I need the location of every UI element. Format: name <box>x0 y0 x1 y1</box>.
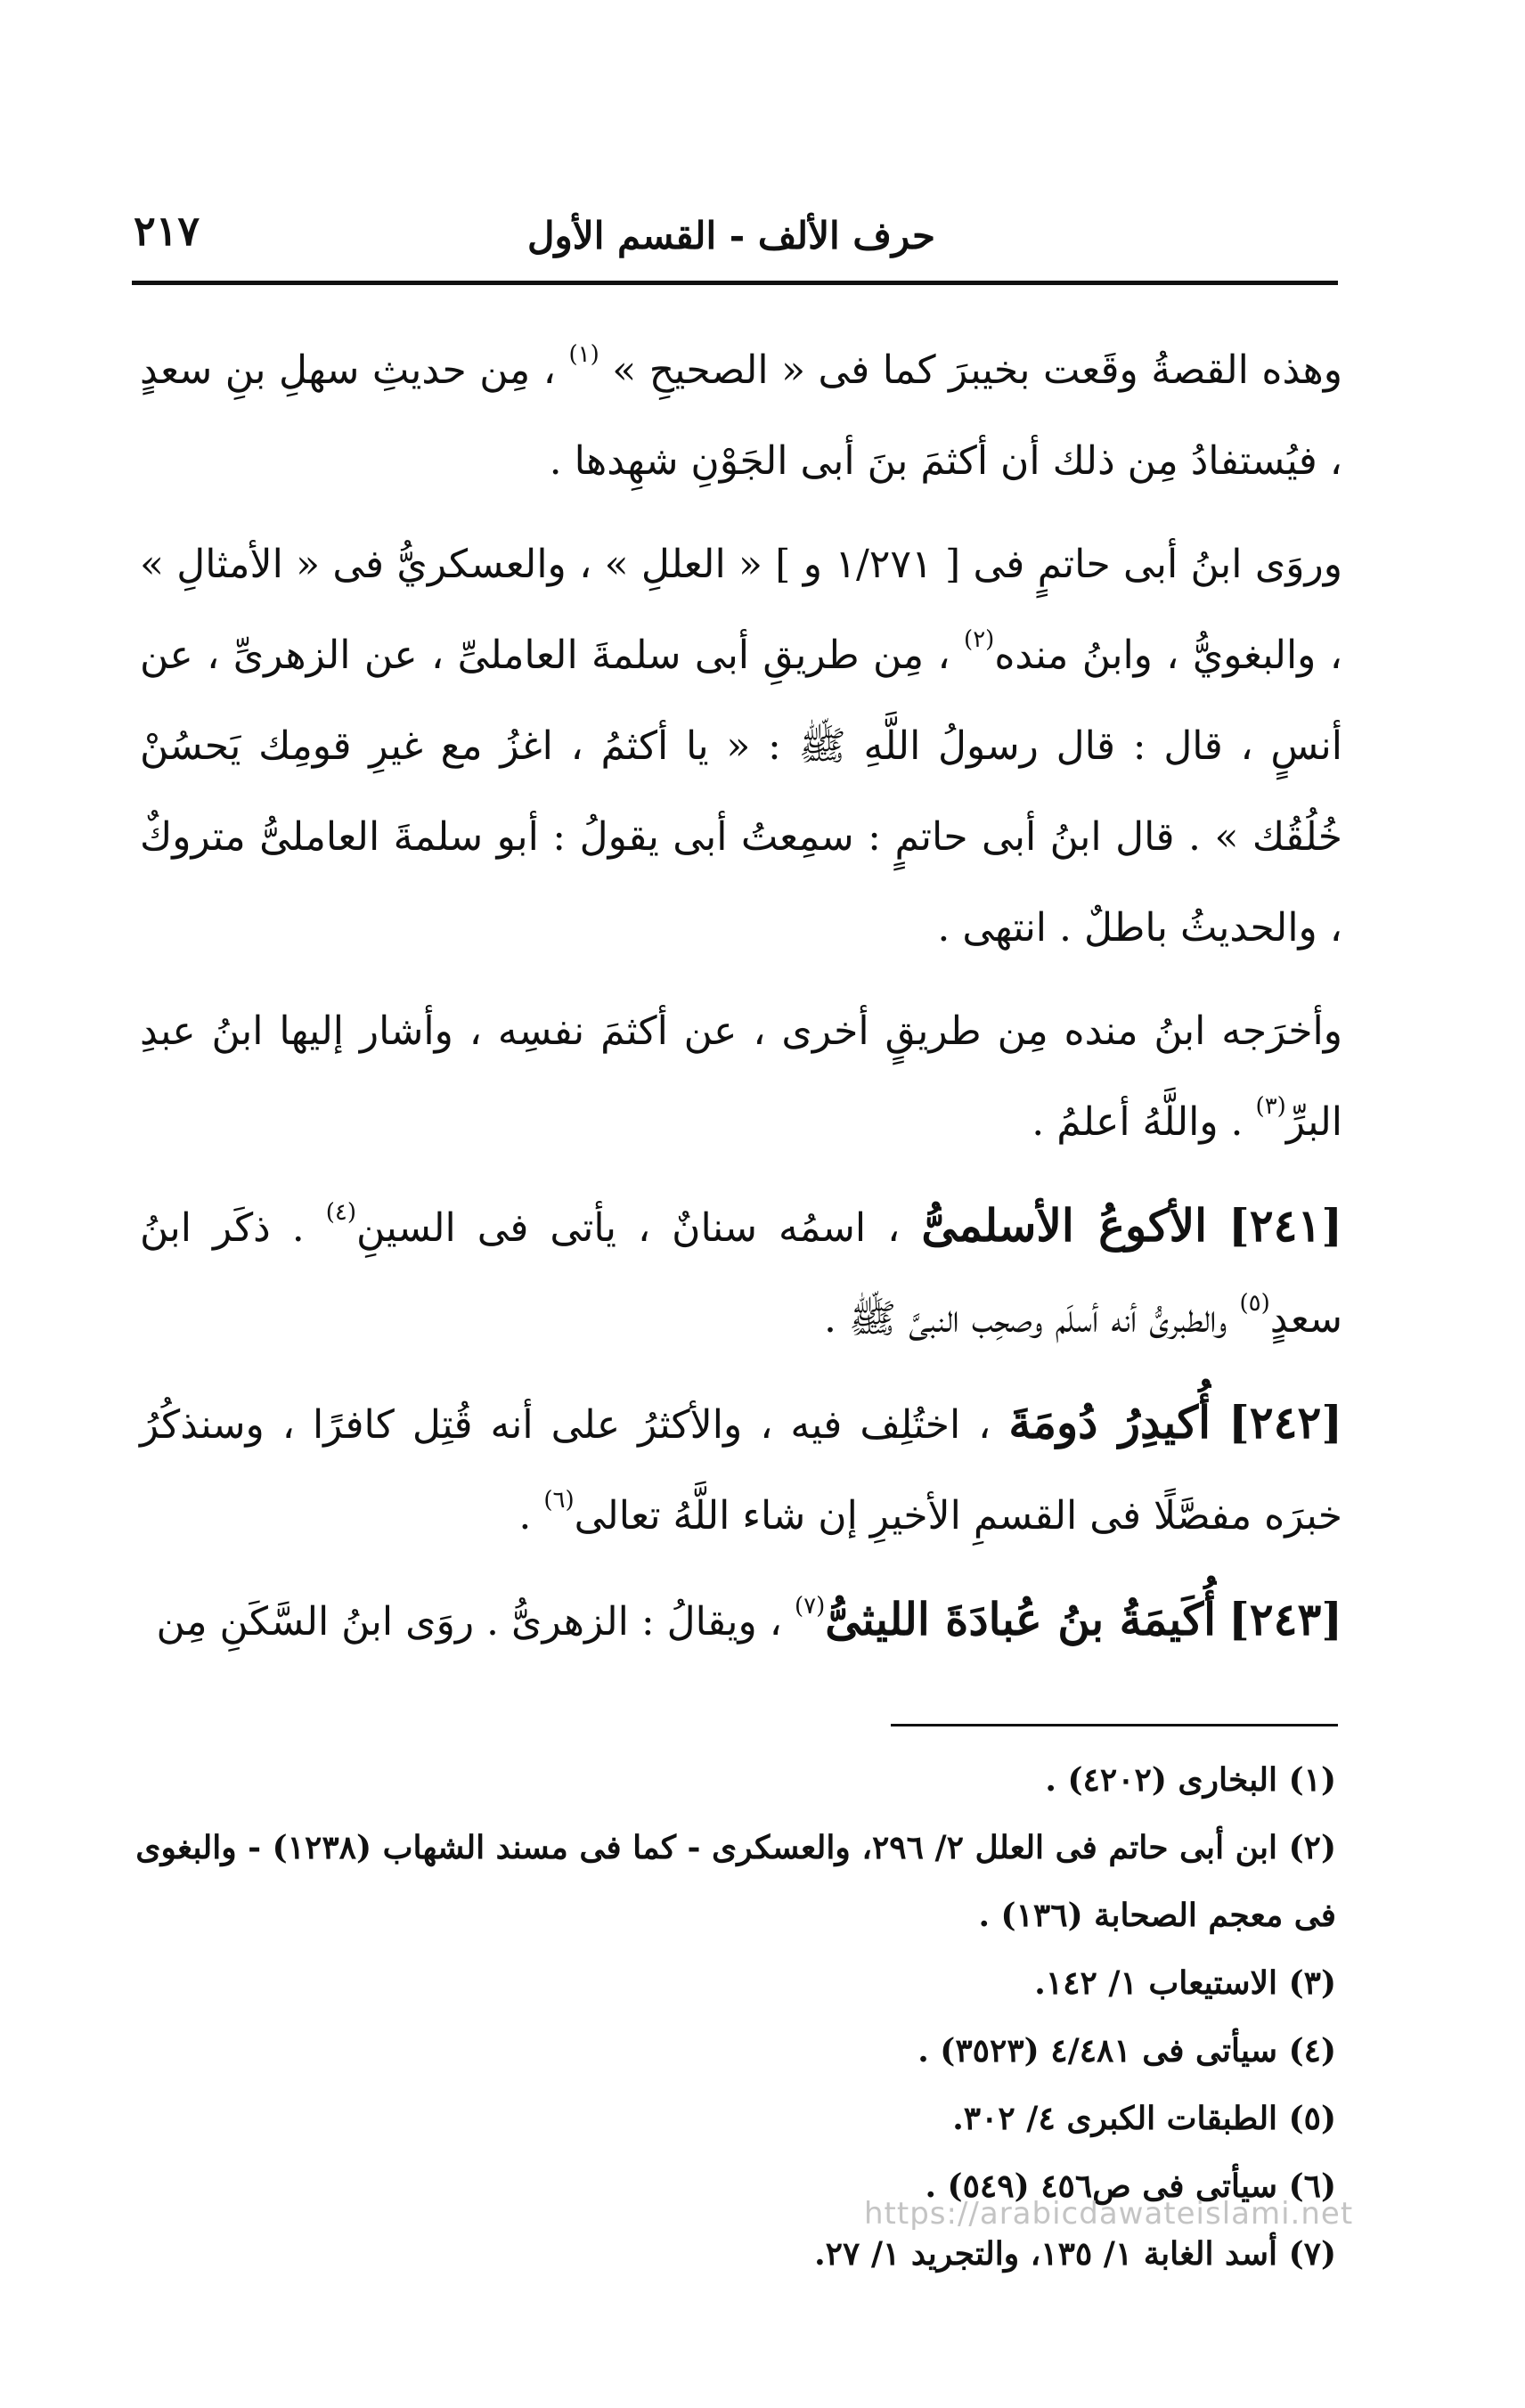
page-number: ٢١٧ <box>134 207 200 255</box>
footnote-ref-4[interactable]: (٤) <box>325 1199 357 1226</box>
entry-heading: أُكَيمَةُ بنُ عُبادَةَ الليثىُّ <box>825 1593 1217 1645</box>
footnote-ref-7[interactable]: (٧) <box>794 1593 826 1620</box>
footnote-5: (٥) الطبقات الكبرى ٤/ ٣٠٢. <box>952 2100 1336 2137</box>
footnote-ref-2[interactable]: (٢) <box>964 626 995 653</box>
paragraph-3: وأخرَجه ابنُ منده مِن طريقٍ أخرى ، عن أكثمَ نفسِه ، وأشار إليها ابنُ عبدِ البرِّ$^{(٣)}$ . واللَّهُ أعلمُ . <box>140 1008 1342 1145</box>
entry-241: [٢٤١] الأكوعُ الأسلمىُّ ، اسمُه سنانٌ ، يأتى فى السينِ$^{(٤)}$ . ذكَر ابنُ سعدٍ$^{(٥)}$ والطبرىُّ أنه أسلَم وصحِب النبىَّ ﷺ . <box>140 1199 1342 1342</box>
watermark-url: https://arabicdawateislami.net <box>864 2196 1354 2232</box>
entry-heading: أُكيدِرُ دُومَةَ <box>1008 1396 1211 1449</box>
entry-number: [٢٤٢] <box>1228 1396 1342 1449</box>
page-header <box>134 189 1329 278</box>
footnote-rule <box>891 1724 1338 1726</box>
entry-243: [٢٤٣] أُكَيمَةُ بنُ عُبادَةَ الليثىُّ$^{(٧)}$ ، ويقالُ : الزهرىُّ . روَى ابنُ السَّكَنِ مِن <box>156 1593 1342 1645</box>
entry-242: [٢٤٢] أُكيدِرُ دُومَةَ ، اختُلِف فيه ، والأكثرُ على أنه قُتِل كافرًا ، وسنذكُرُ خبرَه مفصَّلًا فى القسمِ الأخيرِ إن شاء اللَّهُ تعالى$^{(٦)}$ . <box>140 1396 1342 1539</box>
footnote-ref-3[interactable]: (٣) <box>1255 1093 1286 1120</box>
header-rule <box>132 281 1338 285</box>
paragraph-1: وهذه القصةُ وقَعت بخيبرَ كما فى « الصحيحِ » $^{(١)}$ ، مِن حديثِ سهلِ بنِ سعدٍ ، فيُستفادُ مِن ذلك أن أكثمَ بنَ أبى الجَوْنِ شهِدها . <box>140 341 1343 484</box>
footnote-ref-1[interactable]: (١) <box>568 341 599 368</box>
footnote-ref-5[interactable]: (٥) <box>1239 1290 1270 1317</box>
footnote-1: (١) البخارى (٤٢٠٢) . <box>1045 1761 1336 1799</box>
footnote-6: (٦) سيأتى فى ص٤٥٦ (٥٤٩) . <box>925 2167 1336 2205</box>
running-title: حرف الألف - القسم الأول <box>526 214 936 257</box>
main-text <box>140 325 1342 1680</box>
entry-number: [٢٤٣] <box>1228 1593 1342 1645</box>
footnote-2: (٢) ابن أبى حاتم فى العلل ٢/ ٢٩٦، والعسكرى - كما فى مسند الشهاب (١٢٣٨) - والبغوى فى معجم الصحابة (١٣٦) . <box>135 1829 1336 1934</box>
entry-heading: الأكوعُ الأسلمىُّ <box>921 1199 1208 1252</box>
paragraph-2: وروَى ابنُ أبى حاتمٍ فى [ ١/٢٧١ و ] « العللِ » ، والعسكريُّ فى « الأمثالِ » ، والبغويُّ ، وابنُ منده$^{(٢)}$ ، مِن طريقِ أبى سلمةَ العاملىِّ ، عن الزهرىِّ ، عن أنسٍ ، قال : قال رسولُ اللَّهِ ﷺ : « يا أكثمُ ، اغزُ مع غيرِ قومِك يَحسُنْ خُلُقُك » . قال ابنُ أبى حاتمٍ : سمِعتُ أبى يقولُ : أبو سلمةَ العاملىُّ متروكٌ ، والحديثُ باطلٌ . انتهى . <box>140 542 1343 951</box>
entry-number: [٢٤١] <box>1228 1199 1342 1252</box>
footnote-3: (٣) الاستيعاب ١/ ١٤٢. <box>1034 1964 1336 2002</box>
footnote-ref-6[interactable]: (٦) <box>543 1487 575 1514</box>
footnote-4: (٤) سيأتى فى ٤/٤٨١ (٣٥٢٣) . <box>917 2032 1336 2069</box>
footnote-7: (٧) أسد الغابة ١/ ١٣٥، والتجريد ١/ ٢٧. <box>814 2235 1336 2273</box>
